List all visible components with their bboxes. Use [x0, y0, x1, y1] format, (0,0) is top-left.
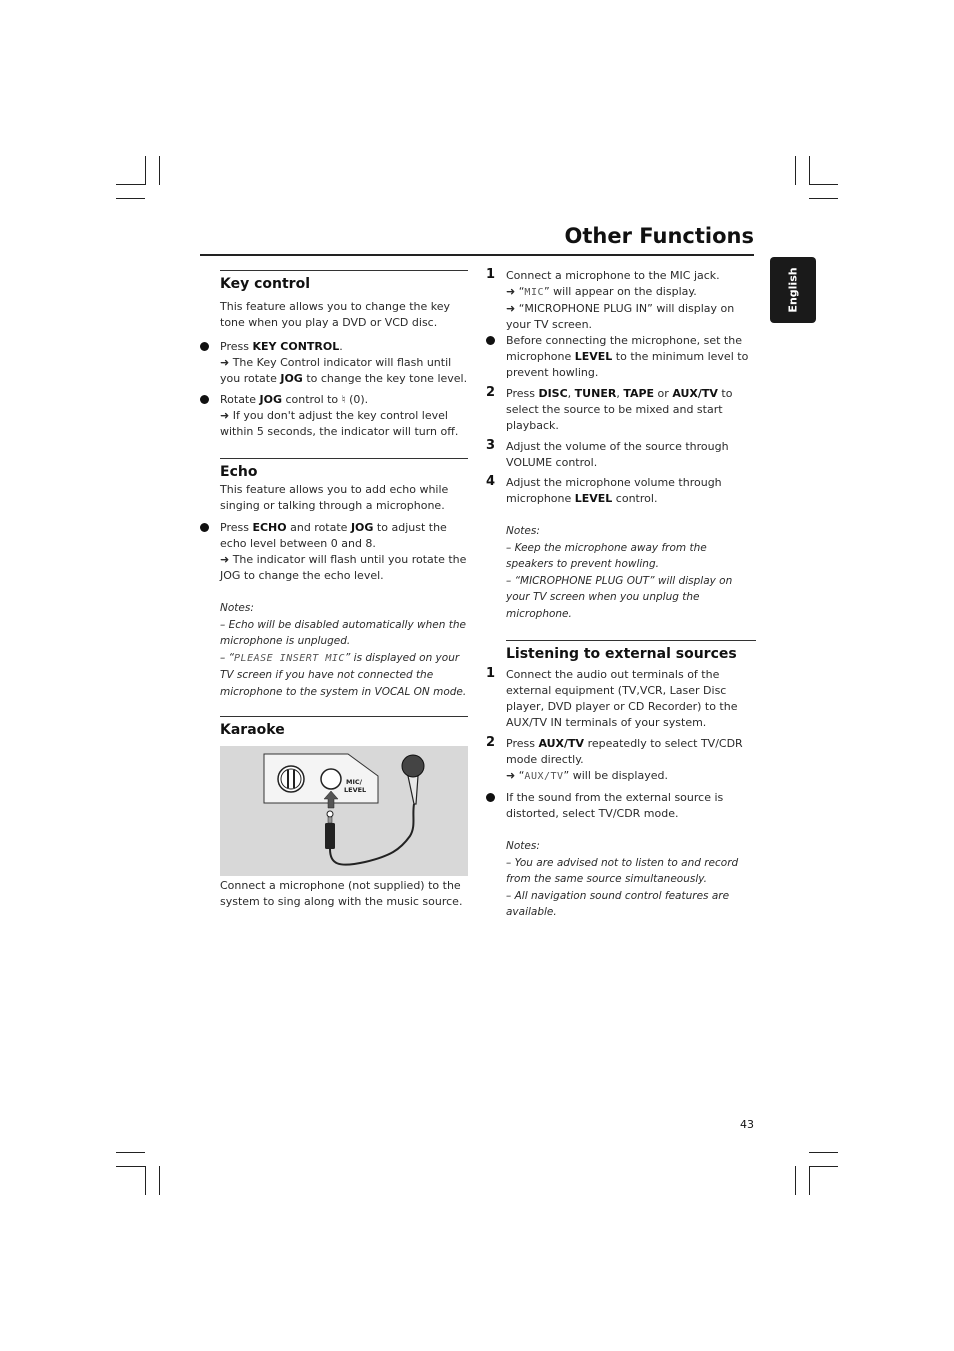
crop-mark: [145, 1166, 146, 1195]
external-notes: [506, 838, 756, 921]
arrow-icon: ➜: [220, 553, 230, 566]
crop-mark: [116, 198, 145, 199]
list-item: Press KEY CONTROL. ➜ The Key Control indicator will flash until you rotate JOG to change the key tone level.: [200, 339, 468, 387]
step-item: 1 Connect the audio out terminals of the external equipment (TV,VCR, Laser Disc player, DVD player or CD Recorder) to the AUX/TV IN terminals of your system.: [486, 666, 738, 729]
list-item: Press ECHO and rotate JOG to adjust the echo level between 0 and 8. ➜ The indicator will flash until you rotate the JOG to change the echo level.: [200, 520, 468, 584]
right-column: [486, 268, 756, 921]
bullet-icon: [486, 793, 495, 802]
notes-label: Notes:: [220, 602, 254, 614]
mic-level-label: LEVEL: [344, 786, 367, 794]
page-title: Other Functions: [564, 224, 754, 248]
crop-mark: [809, 1166, 838, 1167]
echo-intro: This feature allows you to add echo while singing or talking through a microphone.: [220, 483, 449, 512]
section-rule: [220, 458, 468, 459]
title-rule: [200, 254, 754, 256]
step-item: 4 Adjust the microphone volume through microphone LEVEL control.: [486, 474, 722, 505]
crop-mark: [795, 1166, 796, 1195]
note: – You are advised not to listen to and record from the same source simultaneously.: [506, 856, 739, 885]
language-tab-label: English: [786, 267, 800, 313]
section-rule: [506, 640, 756, 641]
key-control-heading: Key control: [220, 276, 310, 292]
page-number: 43: [740, 1118, 754, 1131]
step-item: 2 Press AUX/TV repeatedly to select TV/CDR mode directly. ➜ “AUX/TV” will be displayed.: [486, 735, 743, 782]
crop-mark: [159, 1166, 160, 1195]
microphone-notes: [506, 523, 756, 622]
note: – Echo will be disabled automatically when the microphone is unpluged.: [220, 618, 466, 647]
notes-label: Notes:: [506, 840, 540, 852]
echo-notes: [220, 600, 468, 700]
bullet-icon: [200, 523, 209, 532]
crop-mark: [159, 156, 160, 185]
step-item: 1 Connect a microphone to the MIC jack. ➜ “MIC” will appear on the display. ➜ “MICROPHONE PLUG IN” will display on your TV screen.: [486, 267, 735, 331]
step-item: 3 Adjust the volume of the source through VOLUME control.: [486, 438, 729, 469]
language-tab: [770, 257, 816, 323]
karaoke-illustration: [220, 746, 468, 876]
bullet-icon: [486, 336, 495, 345]
list-item: If the sound from the external source is distorted, select TV/CDR mode.: [486, 790, 756, 822]
crop-mark: [809, 1166, 810, 1195]
note: – “PLEASE INSERT MIC” is displayed on your TV screen if you have not connected the microphone to the system in VOCAL ON mode.: [220, 651, 467, 698]
note: – All navigation sound control features are available.: [506, 889, 730, 918]
crop-mark: [795, 156, 796, 185]
crop-mark: [809, 198, 838, 199]
step-item: 2 Press DISC, TUNER, TAPE or AUX/TV to select the source to be mixed and start playback.: [486, 385, 733, 432]
arrow-icon: ➜: [220, 409, 230, 422]
key-control-intro: This feature allows you to change the key tone when you play a DVD or VCD disc.: [220, 300, 451, 329]
note: – Keep the microphone away from the speakers to prevent howling.: [506, 541, 707, 570]
karaoke-caption: Connect a microphone (not supplied) to the system to sing along with the music source.: [220, 879, 463, 908]
arrow-icon: ➜: [506, 285, 516, 298]
karaoke-heading: Karaoke: [220, 722, 285, 738]
left-column: [200, 270, 468, 910]
mic-level-label: MIC/: [346, 778, 363, 786]
crop-mark: [809, 156, 810, 185]
crop-mark: [116, 1166, 145, 1167]
crop-mark: [145, 156, 146, 185]
arrow-icon: ➜: [506, 302, 516, 315]
list-item: Rotate JOG control to ♮ (0). ➜ If you don't adjust the key control level within 5 seconds, the indicator will turn off.: [200, 392, 468, 440]
note: – “MICROPHONE PLUG OUT” will display on your TV screen when you unplug the microphone.: [506, 574, 733, 620]
section-rule: [220, 270, 468, 271]
arrow-icon: ➜: [220, 356, 230, 369]
crop-mark: [809, 184, 838, 185]
notes-label: Notes:: [506, 525, 540, 537]
arrow-icon: ➜: [506, 769, 516, 782]
bullet-icon: [200, 395, 209, 404]
crop-mark: [116, 184, 145, 185]
echo-heading: Echo: [220, 464, 258, 480]
section-rule: [220, 716, 468, 717]
microphone-connection-diagram: [220, 746, 468, 876]
external-sources-heading: Listening to external sources: [506, 646, 737, 662]
crop-mark: [116, 1152, 145, 1153]
crop-mark: [809, 1152, 838, 1153]
bullet-icon: [200, 342, 209, 351]
list-item: Before connecting the microphone, set the microphone LEVEL to the minimum level to prevent howling.: [486, 333, 756, 381]
